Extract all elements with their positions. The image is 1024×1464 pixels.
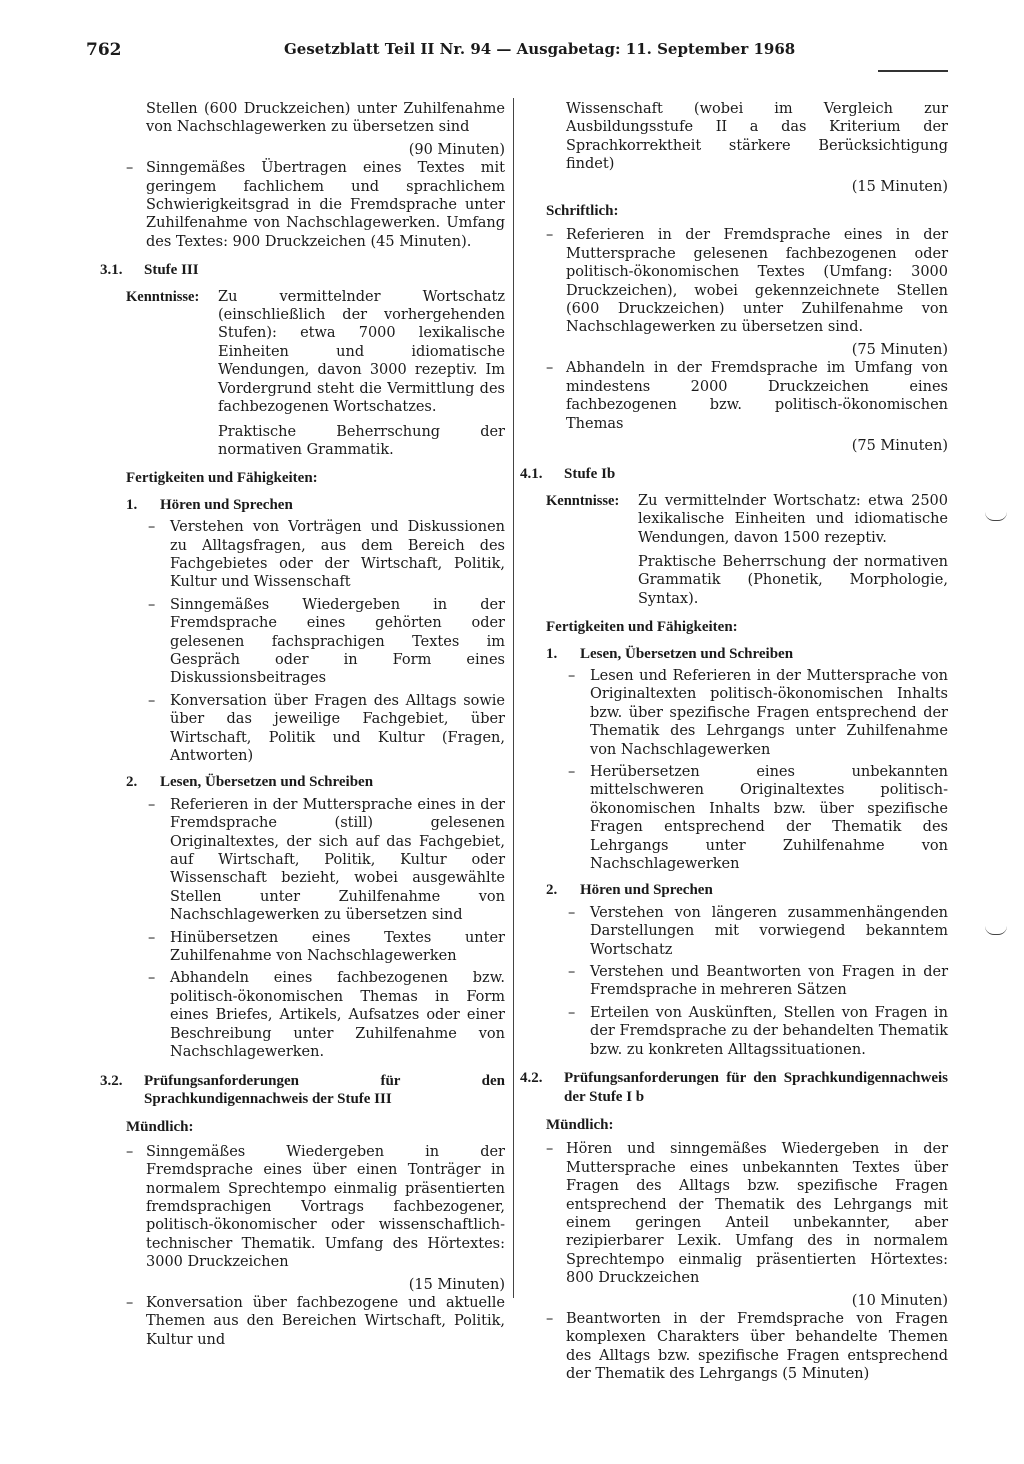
kenntnisse-block: Kenntnisse: Zu vermittelnder Wortschatz: etwa 2500 lexikalische Einheiten und idiomatische Wendungen, davon 1500 rezeptiv. (546, 492, 948, 546)
time-note: (90 Minuten) (408, 141, 505, 158)
section-heading-4-2: 4.2. Prüfungsanforderungen für den Sprachkundigennachweis der Stufe I b (520, 1070, 948, 1105)
subsection-heading: 2. Hören und Sprechen (546, 882, 713, 899)
list-item: – Konversation über Fragen des Alltags sowie über das jeweilige Fachgebiet, über Wirtschaft, Politik und Kultur (Fragen, Antworten) (148, 692, 505, 764)
list-item: – Verstehen und Beantworten von Fragen in der Fremdsprache in mehreren Sätzen (568, 964, 948, 999)
list-item: – Referieren in der Fremdsprache eines in der Muttersprache gelesenen fachbezogenen oder politisch-ökonomischen Textes (Umfang: 3000 Druckzeichen), wobei gekennzeichnete Stellen (600 Druckzeichen) unter Zuhilfenahme von Nachschlagewerken zu übersetzen sind. (546, 227, 948, 336)
list-item: – Beantworten in der Fremdsprache von Fragen komplexen Charakters über behandelte Themen des Alltags bzw. spezifische Fragen entsprechend der Thematik des Lehrgangs (5 Minuten) (546, 1310, 948, 1383)
time-note: (15 Minuten) (408, 1276, 505, 1293)
header-title: Gesetzblatt Teil II Nr. 94 — Ausgabetag: 11. September 1968 (284, 40, 796, 58)
time-note: (75 Minuten) (851, 437, 948, 454)
subsection-heading: 1. Hören und Sprechen (126, 496, 293, 513)
subsection-heading: 1. Lesen, Übersetzen und Schreiben (546, 645, 794, 662)
written-heading: Schriftlich: (546, 203, 619, 220)
oral-heading: Mündlich: (126, 1119, 194, 1136)
paragraph: Stellen (600 Druckzeichen) unter Zuhilfenahme von Nachschlagewerken zu übersetzen sind (146, 101, 505, 136)
list-item: – Sinngemäßes Wiedergeben in der Fremdsprache eines gehörten oder gelesenen fachsprachigen Textes im Gespräch oder in Form eines Diskussionsbeitrages (148, 596, 505, 687)
page-number: 762 (86, 40, 122, 60)
skills-heading: Fertigkeiten und Fähigkeiten: (546, 619, 738, 636)
section-heading-3-2: 3.2. Prüfungsanforderungen für den Sprachkundigennachweis der Stufe III (100, 1072, 505, 1107)
paragraph: Wissenschaft (wobei im Vergleich zur Ausbildungsstufe II a das Kriterium der Sprachkorrektheit stärkere Berücksichtigung findet) (566, 101, 948, 173)
column-divider (513, 98, 514, 1298)
margin-mark (985, 926, 1007, 935)
list-item: – Konversation über fachbezogene und aktuelle Themen aus den Bereichen Wirtschaft, Politik, Kultur und (126, 1294, 505, 1348)
section-heading-3-1: 3.1. Stufe III (100, 262, 199, 279)
page-header (86, 40, 948, 66)
list-item: – Hinübersetzen eines Textes unter Zuhilfenahme von Nachschlagewerken (148, 929, 505, 965)
list-item: – Herübersetzen eines unbekannten mittelschweren Originaltextes politisch-ökonomischen Inhalts bzw. über spezifische Fragen entsprechend der Thematik des Lehrgangs unter Zuhilfenahme von Nachschlagewerken (568, 764, 948, 873)
list-item: – Verstehen von längeren zusammenhängenden Darstellungen mit vorwiegend bekanntem Wortschatz (568, 904, 948, 958)
list-item: – Hören und sinngemäßes Wiedergeben in der Muttersprache eines unbekannten Textes über Fragen des Alltags bzw. spezifische Fragen entsprechend der Thematik des Lehrgangs mit einem geringen Anteil unbekannter, aber rezipierbarer Lexik. Umfang des in normalem Sprechtempo einmalig präsentierten Hörtextes: 800 Druckzeichen (546, 1141, 948, 1287)
list-item: – Sinngemäßes Wiedergeben in der Fremdsprache eines über einen Tonträger in normalem Sprechtempo einmalig präsentierten fremdsprachigen Vortrags fachbezogener, politisch-ökonomischer oder wissenschaftlich-technischer Thematik. Umfang des Hörtextes: 3000 Druckzeichen (126, 1143, 505, 1271)
time-note: (15 Minuten) (851, 178, 948, 195)
list-item: – Verstehen von Vorträgen und Diskussionen zu Alltagsfragen, aus dem Bereich des Fachgebietes oder der Wirtschaft, Politik, Kultur und Wissenschaft (148, 519, 505, 591)
time-note: (10 Minuten) (851, 1292, 948, 1309)
list-item: – Sinngemäßes Übertragen eines Textes mit geringem fachlichem und sprachlichem Schwierigkeitsgrad in die Fremdsprache unter Zuhilfenahme von Nachschlagewerken. Umfang des Textes: 900 Druckzeichen (45 Minuten). (126, 160, 505, 250)
oral-heading: Mündlich: (546, 1116, 614, 1133)
kenntnisse-grammar: Praktische Beherrschung der normativen Grammatik (Phonetik, Morphologie, Syntax). (638, 553, 948, 607)
kenntnisse-grammar: Praktische Beherrschung der normativen Grammatik. (218, 423, 505, 458)
margin-mark (985, 512, 1007, 521)
list-item: – Erteilen von Auskünften, Stellen von Fragen in der Fremdsprache zu der behandelten Thematik bzw. zu konkreten Alltagssituationen. (568, 1004, 948, 1058)
list-item: – Lesen und Referieren in der Muttersprache von Originaltexten politisch-ökonomischen Inhalts bzw. über spezifische Fragen entsprechend der Thematik des Lehrgangs unter Zuhilfenahme von Nachschlagewerken (568, 667, 948, 758)
kenntnisse-block: Kenntnisse: Zu vermittelnder Wortschatz (einschließlich der vorhergehenden Stufen): etwa 7000 lexikalische Einheiten und idiomatische Wendungen, davon 3000 rezeptiv. Im Vordergrund steht die Vermittlung des fachbezogenen Wortschatzes. (126, 288, 505, 416)
left-column (100, 100, 505, 1353)
list-item: – Abhandeln eines fachbezogenen bzw. politisch-ökonomischen Themas in Form eines Briefes, Artikels, Aufsatzes oder einer Beschreibung unter Zuhilfenahme von Nachschlagewerken. (148, 970, 505, 1061)
list-item: – Referieren in der Muttersprache eines in der Fremdsprache (still) gelesenen Originaltextes, der sich auf das Fachgebiet, auf Wirtschaft, Politik, Kultur oder Wissenschaft bezieht, wobei ausgewählte Stellen unter Zuhilfenahme von Nachschlagewerken zu übersetzen sind (148, 796, 505, 924)
header-rule (878, 70, 948, 72)
list-item: – Abhandeln in der Fremdsprache im Umfang von mindestens 2000 Druckzeichen eines fachbezogenen bzw. politisch-ökonomischen Themas (546, 360, 948, 432)
time-note: (75 Minuten) (851, 341, 948, 358)
subsection-heading: 2. Lesen, Übersetzen und Schreiben (126, 774, 374, 791)
right-column (520, 100, 948, 1388)
section-heading-4-1: 4.1. Stufe Ib (520, 466, 616, 483)
skills-heading: Fertigkeiten und Fähigkeiten: (126, 470, 318, 487)
